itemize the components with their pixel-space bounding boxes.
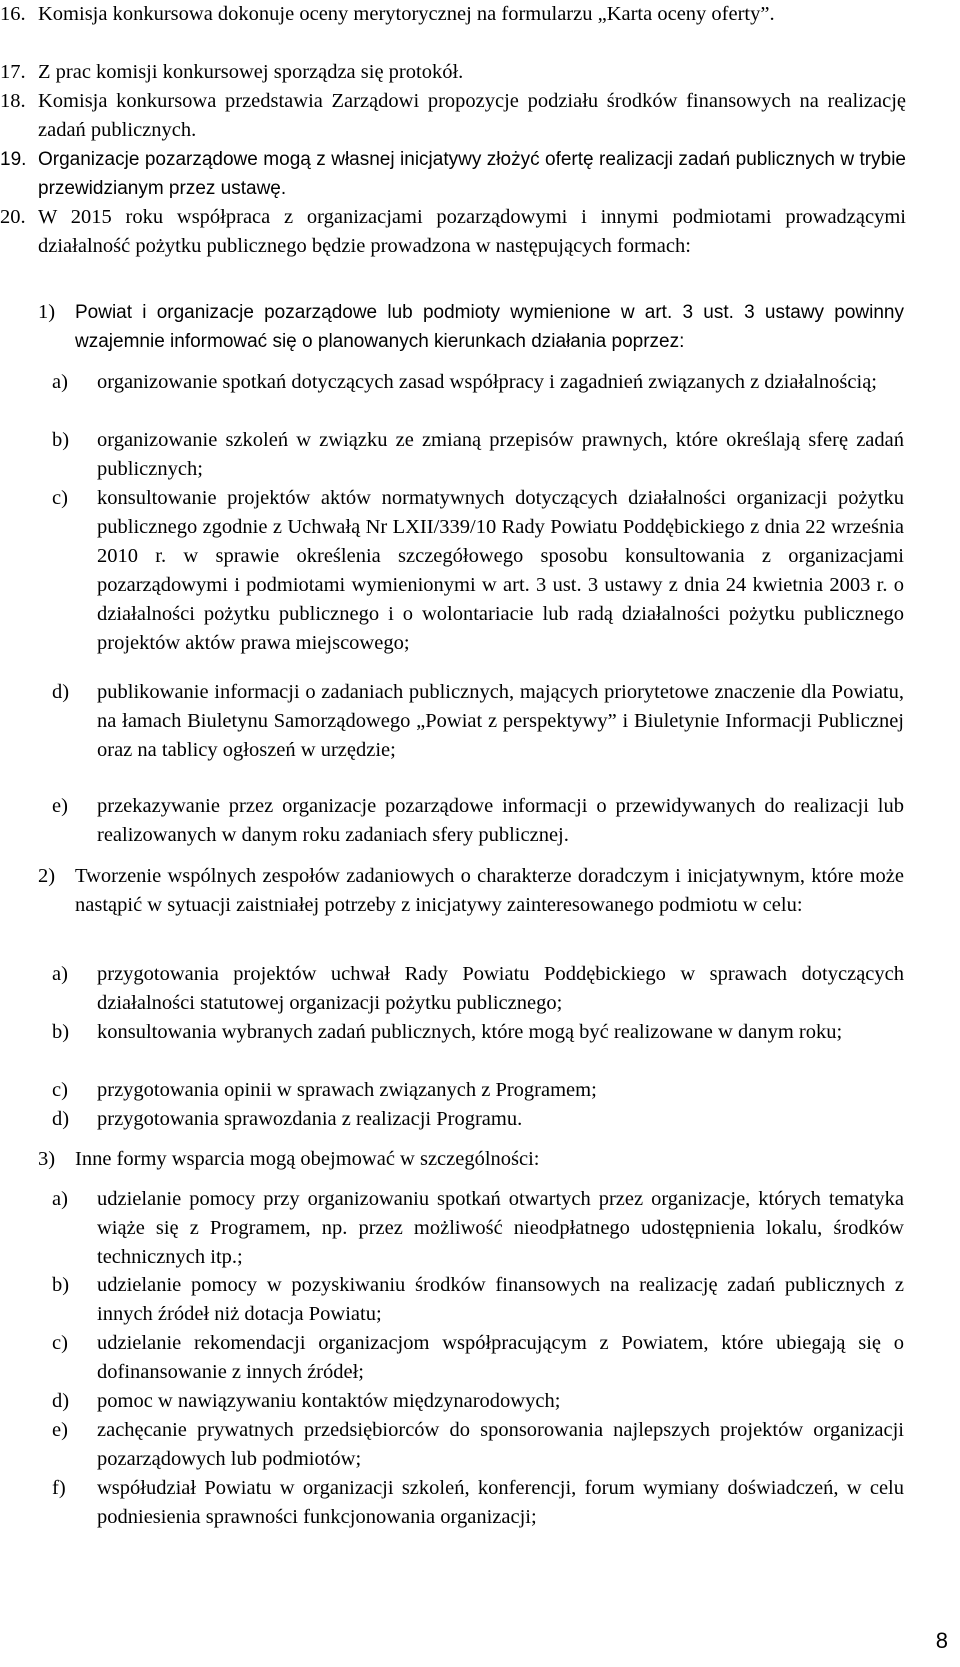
point-text: Organizacje pozarządowe mogą z własnej inicjatywy złożyć ofertę realizacji zadań publicznych w trybie przewidzianym przez ustawę. — [38, 149, 906, 199]
section-text: Inne formy wsparcia mogą obejmować w szczególności: — [75, 1148, 540, 1170]
point-text: Komisja konkursowa przedstawia Zarządowi propozycje podziału środków finansowych na realizację zadań publicznych. — [38, 90, 906, 141]
section-3-item-d — [52, 1387, 904, 1416]
section-3 — [38, 1145, 904, 1174]
item-letter: e) — [52, 795, 68, 817]
item-letter: c) — [52, 1332, 68, 1354]
section-1-item-e — [52, 792, 904, 850]
item-text: przygotowania opinii w sprawach związanych z Programem; — [97, 1079, 597, 1101]
section-text: Tworzenie wspólnych zespołów zadaniowych o charakterze doradczym i inicjatywnym, które może nastąpić w sytuacji zaistniałej potrzeby z inicjatywy zainteresowanego podmiotu w celu: — [75, 865, 904, 916]
point-number: 16. — [0, 3, 26, 25]
section-number: 3) — [38, 1148, 56, 1170]
item-text: zachęcanie prywatnych przedsiębiorców do sponsorowania najlepszych projektów organizacji pozarządowych lub podmiotów; — [97, 1419, 904, 1470]
item-letter: a) — [52, 1188, 68, 1210]
section-2-item-c — [52, 1076, 904, 1105]
section-2-item-a — [52, 960, 904, 1018]
item-letter: d) — [52, 1390, 70, 1412]
item-letter: d) — [52, 1108, 70, 1130]
item-text: przygotowania sprawozdania z realizacji Programu. — [97, 1108, 523, 1130]
item-letter: f) — [52, 1477, 66, 1499]
item-letter: c) — [52, 1079, 68, 1101]
item-letter: a) — [52, 371, 68, 393]
item-letter: b) — [52, 1021, 70, 1043]
section-1-item-c — [52, 484, 904, 658]
section-3-item-a — [52, 1185, 904, 1272]
section-3-item-b — [52, 1271, 904, 1329]
item-text: organizowanie szkoleń w związku ze zmianą przepisów prawnych, które określają sferę zadań publicznych; — [97, 429, 904, 480]
section-2-item-d — [52, 1105, 904, 1134]
point-text: Komisja konkursowa dokonuje oceny merytorycznej na formularzu „Karta oceny oferty”. — [38, 3, 775, 25]
section-3-item-f — [52, 1474, 904, 1532]
item-text: publikowanie informacji o zadaniach publicznych, mających priorytetowe znaczenie dla Powiatu, na łamach Biuletynu Samorządowego „Powiat z perspektywy” i Biuletynie Informacji Publicznej oraz na tablicy ogłoszeń w urzędzie; — [97, 681, 904, 761]
section-number: 2) — [38, 865, 56, 887]
item-text: organizowanie spotkań dotyczących zasad współpracy i zagadnień związanych z działalnością; — [97, 371, 877, 393]
section-2-item-b — [52, 1018, 904, 1047]
point-number: 18. — [0, 90, 26, 112]
section-1 — [38, 298, 904, 356]
item-text: współudział Powiatu w organizacji szkoleń, konferencji, forum wymiany doświadczeń, w celu podniesienia sprawności funkcjonowania organizacji; — [97, 1477, 904, 1528]
item-text: pomoc w nawiązywaniu kontaktów międzynarodowych; — [97, 1390, 561, 1412]
item-text: udzielanie pomocy przy organizowaniu spotkań otwartych przez organizacje, których tematyka wiąże się z Programem, np. przez możliwość nieodpłatnego udostępnienia lokalu, środków technicznych itp.; — [97, 1188, 904, 1268]
section-1-item-a — [52, 368, 904, 397]
section-number: 1) — [38, 301, 56, 323]
point-19 — [0, 145, 906, 203]
item-letter: d) — [52, 681, 70, 703]
item-letter: e) — [52, 1419, 68, 1441]
item-text: udzielanie rekomendacji organizacjom współpracującym z Powiatem, które ubiegają się o dofinansowanie z innych źródeł; — [97, 1332, 904, 1383]
item-text: przekazywanie przez organizacje pozarządowe informacji o przewidywanych do realizacji lub realizowanych w danym roku zadaniach sfery publicznej. — [97, 795, 904, 846]
item-text: konsultowania wybranych zadań publicznych, które mogą być realizowane w danym roku; — [97, 1021, 843, 1043]
point-number: 17. — [0, 61, 26, 83]
item-text: udzielanie pomocy w pozyskiwaniu środków finansowych na realizację zadań publicznych z innych źródeł niż dotacja Powiatu; — [97, 1274, 904, 1325]
item-text: konsultowanie projektów aktów normatywnych dotyczących działalności organizacji pożytku publicznego zgodnie z Uchwałą Nr LXII/339/10 Rady Powiatu Poddębickiego z dnia 22 września 2010 r. w sprawie określenia szczegółowego sposobu konsultowania z organizacjami pozarządowymi i podmiotami wymienionymi w art. 3 ust. 3 ustawy z dnia 24 kwietnia 2003 r. o działalności pożytku publicznego i o wolontariacie lub radą działalności pożytku publicznego projektów aktów prawa miejscowego; — [97, 487, 904, 654]
point-text: Z prac komisji konkursowej sporządza się protokół. — [38, 61, 464, 83]
point-18 — [0, 87, 906, 145]
section-text: Powiat i organizacje pozarządowe lub podmioty wymienione w art. 3 ust. 3 ustawy powinny wzajemnie informować się o planowanych kierunkach działania poprzez: — [75, 302, 904, 352]
section-1-item-b — [52, 426, 904, 484]
item-letter: a) — [52, 963, 68, 985]
point-number: 20. — [0, 206, 26, 228]
item-letter: b) — [52, 429, 70, 451]
section-3-item-e — [52, 1416, 904, 1474]
point-20 — [0, 203, 906, 261]
point-text: W 2015 roku współpraca z organizacjami pozarządowymi i innymi podmiotami prowadzącymi działalność pożytku publicznego będzie prowadzona w następujących formach: — [38, 206, 906, 257]
item-text: przygotowania projektów uchwał Rady Powiatu Poddębickiego w sprawach dotyczących działalności statutowej organizacji pożytku publicznego; — [97, 963, 904, 1014]
point-number: 19. — [0, 149, 27, 170]
point-17 — [0, 58, 906, 87]
point-16 — [0, 0, 906, 29]
page-number: 8 — [935, 1628, 948, 1653]
section-2 — [38, 862, 904, 920]
section-3-item-c — [52, 1329, 904, 1387]
item-letter: c) — [52, 487, 68, 509]
item-letter: b) — [52, 1274, 70, 1296]
section-1-item-d — [52, 678, 904, 765]
